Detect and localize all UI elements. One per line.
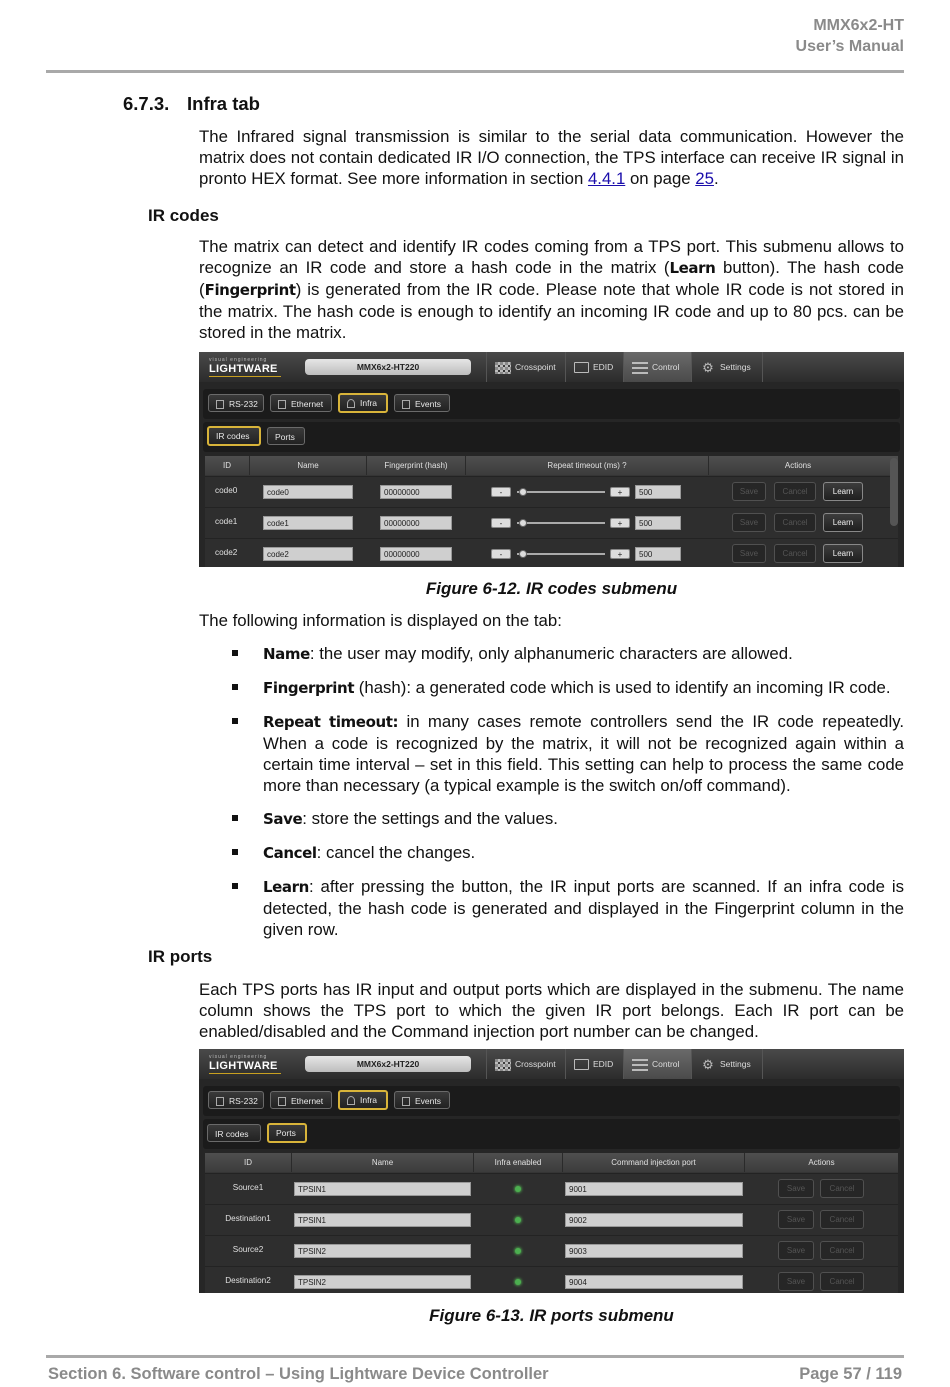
save-button[interactable]: Save: [732, 513, 766, 532]
tab-rs232[interactable]: RS-232: [208, 394, 264, 412]
row-id: code0: [215, 486, 238, 495]
ir-ports-table: [205, 1153, 898, 1293]
increase-button[interactable]: +: [610, 518, 630, 528]
row-id: code2: [215, 548, 238, 557]
list-item: Save: store the settings and the values.: [232, 808, 904, 830]
page-link[interactable]: 25: [695, 169, 714, 188]
save-button[interactable]: Save: [778, 1210, 814, 1229]
lightware-logo: visual engineering LIGHTWARE: [209, 357, 283, 376]
nav-tab-control[interactable]: Control: [623, 1049, 691, 1079]
learn-button[interactable]: Learn: [823, 544, 863, 563]
app-topbar: [199, 1049, 904, 1079]
name-field[interactable]: code0: [263, 485, 353, 499]
decrease-button[interactable]: -: [491, 549, 511, 559]
page-number: Page 57 / 119: [799, 1365, 902, 1383]
app-topbar: [199, 352, 904, 382]
lightware-logo: visual engineering LIGHTWARE: [209, 1054, 283, 1073]
table-header: ID Name Infra enabled Command injection port Actions: [205, 1153, 898, 1172]
nav-tab-control[interactable]: Control: [623, 352, 691, 382]
timeout-slider-track[interactable]: [517, 553, 605, 555]
sliders-icon: [632, 362, 648, 374]
ethernet-icon: [278, 1097, 286, 1106]
table-row: [205, 507, 898, 538]
section-title: Infra tab: [187, 93, 260, 114]
command-port-field[interactable]: 9002: [565, 1213, 743, 1227]
ethernet-icon: [278, 400, 286, 409]
learn-button[interactable]: Learn: [823, 482, 863, 501]
running-header: [796, 15, 904, 57]
term-fingerprint: Fingerprint: [204, 281, 296, 299]
list-item: Fingerprint (hash): a generated code which is used to identify an incoming IR code.: [232, 677, 904, 699]
command-port-field[interactable]: 9001: [565, 1182, 743, 1196]
crosspoint-icon: [495, 1059, 511, 1071]
name-field[interactable]: TPSIN1: [294, 1182, 471, 1196]
cancel-button[interactable]: Cancel: [820, 1210, 864, 1229]
decrease-button[interactable]: -: [491, 518, 511, 528]
header-product: MMX6x2-HT: [813, 17, 904, 34]
ir-codes-table: [205, 456, 898, 567]
timeout-slider-handle[interactable]: [519, 550, 527, 558]
fingerprint-field: 00000000: [380, 485, 452, 499]
list-item: Learn: after pressing the button, the IR input ports are scanned. If an infra code is detected, the hash code is generated and displayed in the Fingerprint column in the given row.: [232, 876, 904, 940]
name-field[interactable]: TPSIN2: [294, 1244, 471, 1258]
field-description-list: [232, 643, 904, 952]
table-row: [205, 1266, 898, 1293]
ir-ports-screenshot: [199, 1049, 904, 1293]
learn-button[interactable]: Learn: [823, 513, 863, 532]
header-doc-title: User’s Manual: [795, 38, 904, 55]
tab-ir-codes[interactable]: IR codes: [207, 1124, 261, 1142]
table-header: ID Name Fingerprint (hash) Repeat timeout (ms) ? Actions: [205, 456, 898, 475]
table-row: [205, 1173, 898, 1204]
enabled-check-icon[interactable]: [515, 1279, 521, 1285]
row-id: Source2: [232, 1245, 264, 1254]
tab-events[interactable]: Events: [394, 394, 450, 412]
tab-ethernet[interactable]: Ethernet: [270, 1091, 332, 1109]
timeout-slider-handle[interactable]: [519, 519, 527, 527]
enabled-check-icon[interactable]: [515, 1217, 521, 1223]
nav-tab-crosspoint[interactable]: Crosspoint: [486, 1049, 565, 1079]
term-learn: Learn: [669, 259, 716, 277]
section-link[interactable]: 4.4.1: [587, 169, 626, 188]
timeout-field[interactable]: 500: [635, 547, 681, 561]
list-item: Repeat timeout: in many cases remote controllers send the IR code repeatedly. When a code is recognized by the matrix, it will not be recognized again within a certain time interval – set in this field. This setting can help to process the same code more than necessary (a typical example is the switch on/off command).: [232, 711, 904, 796]
figure-caption-6-12: Figure 6-12. IR codes submenu: [425, 579, 678, 598]
command-port-field[interactable]: 9004: [565, 1275, 743, 1289]
name-field[interactable]: TPSIN2: [294, 1275, 471, 1289]
nav-tab-settings[interactable]: ⚙ Settings: [691, 1049, 763, 1079]
control-subtabs: [203, 1086, 900, 1116]
monitor-icon: [574, 362, 589, 373]
table-row: [205, 476, 898, 507]
increase-button[interactable]: +: [610, 549, 630, 559]
timeout-slider-track[interactable]: [517, 522, 605, 524]
table-row: [205, 1235, 898, 1266]
sliders-icon: [632, 1059, 648, 1071]
row-id: code1: [215, 517, 238, 526]
ir-codes-screenshot: [199, 352, 904, 567]
timeout-slider-track[interactable]: [517, 491, 605, 493]
control-subtabs: [203, 389, 900, 419]
footer-section: Section 6. Software control – Using Lightware Device Controller: [48, 1365, 549, 1383]
nav-tab-edid[interactable]: EDID: [565, 352, 623, 382]
save-button[interactable]: Save: [732, 482, 766, 501]
row-id: Source1: [232, 1183, 264, 1192]
increase-button[interactable]: +: [610, 487, 630, 497]
cancel-button[interactable]: Cancel: [774, 544, 816, 563]
footer-rule: [46, 1355, 904, 1358]
tab-events[interactable]: Events: [394, 1091, 450, 1109]
ir-codes-paragraph: The matrix can detect and identify IR codes coming from a TPS port. This submenu allows to recognize an IR code and store a hash code in the matrix (Learn button). The hash code (Fingerprint) is generated from the IR code. Please note that whole IR code is not stored in the matrix. The hash code is enough to identify an incoming IR code and up to 80 pcs. can be stored in the matrix.: [199, 237, 905, 342]
tab-infra[interactable]: Infra: [338, 393, 388, 413]
list-item: Name: the user may modify, only alphanumeric characters are allowed.: [232, 643, 904, 665]
save-button[interactable]: Save: [778, 1179, 814, 1198]
cancel-button[interactable]: Cancel: [774, 482, 816, 501]
cancel-button[interactable]: Cancel: [820, 1241, 864, 1260]
save-button[interactable]: Save: [732, 544, 766, 563]
table-row: [205, 538, 898, 567]
cancel-button[interactable]: Cancel: [820, 1272, 864, 1291]
calendar-icon: [402, 1097, 410, 1106]
nav-tab-crosspoint[interactable]: Crosspoint: [486, 352, 565, 382]
infra-subtabs: [203, 422, 900, 452]
calendar-icon: [402, 400, 410, 409]
device-name-label: MMX6x2-HT220: [305, 1056, 471, 1072]
timeout-field[interactable]: 500: [635, 516, 681, 530]
section-number: 6.7.3.: [123, 93, 170, 114]
command-port-field[interactable]: 9003: [565, 1244, 743, 1258]
page-footer: [48, 1365, 902, 1384]
name-field[interactable]: TPSIN1: [294, 1213, 471, 1227]
crosspoint-icon: [495, 362, 511, 374]
section-heading: [123, 93, 260, 115]
save-button[interactable]: Save: [778, 1241, 814, 1260]
tab-ports[interactable]: Ports: [267, 1123, 307, 1143]
device-name-label: MMX6x2-HT220: [305, 359, 471, 375]
cancel-button[interactable]: Cancel: [774, 513, 816, 532]
nav-tab-settings[interactable]: ⚙ Settings: [691, 352, 763, 382]
ir-codes-heading: IR codes: [148, 206, 219, 225]
name-field[interactable]: code1: [263, 516, 353, 530]
tab-infra[interactable]: Infra: [338, 1090, 388, 1110]
header-rule: [46, 70, 904, 73]
ir-ports-heading: IR ports: [148, 947, 213, 966]
serial-icon: [216, 400, 224, 409]
row-id: Destination1: [225, 1214, 271, 1223]
gear-icon: ⚙: [702, 1056, 714, 1072]
list-item: Cancel: cancel the changes.: [232, 842, 904, 864]
ir-ports-paragraph: Each TPS ports has IR input and output ports which are displayed in the submenu. The name column shows the TPS port to which the given IR port belongs. Each IR port can be enabled/disabled and the Command injection port number can be changed.: [199, 980, 904, 1041]
tab-ethernet[interactable]: Ethernet: [270, 394, 332, 412]
gear-icon: ⚙: [702, 359, 714, 375]
fingerprint-field: 00000000: [380, 516, 452, 530]
intro-paragraph: The Infrared signal transmission is similar to the serial data communication. However the matrix does not contain dedicated IR I/O connection, the TPS interface can receive IR signal in pronto HEX format. See more information in section 4.4.1 on page 25.: [199, 127, 904, 188]
wifi-icon: [347, 399, 355, 408]
fingerprint-field: 00000000: [380, 547, 452, 561]
monitor-icon: [574, 1059, 589, 1070]
tab-rs232[interactable]: RS-232: [208, 1091, 264, 1109]
nav-tab-edid[interactable]: EDID: [565, 1049, 623, 1079]
figure-caption-6-13: Figure 6-13. IR ports submenu: [429, 1306, 674, 1325]
save-button[interactable]: Save: [778, 1272, 814, 1291]
serial-icon: [216, 1097, 224, 1106]
table-scrollbar[interactable]: [890, 458, 898, 526]
timeout-field[interactable]: 500: [635, 485, 681, 499]
tab-ports[interactable]: Ports: [267, 427, 305, 445]
cancel-button[interactable]: Cancel: [820, 1179, 864, 1198]
table-row: [205, 1204, 898, 1235]
following-info-text: The following information is displayed on the tab:: [199, 611, 562, 630]
tab-ir-codes[interactable]: IR codes: [207, 426, 261, 446]
enabled-check-icon[interactable]: [515, 1186, 521, 1192]
wifi-icon: [347, 1096, 355, 1105]
decrease-button[interactable]: -: [491, 487, 511, 497]
name-field[interactable]: code2: [263, 547, 353, 561]
enabled-check-icon[interactable]: [515, 1248, 521, 1254]
row-id: Destination2: [225, 1276, 271, 1285]
infra-subtabs: [203, 1119, 900, 1149]
timeout-slider-handle[interactable]: [519, 488, 527, 496]
